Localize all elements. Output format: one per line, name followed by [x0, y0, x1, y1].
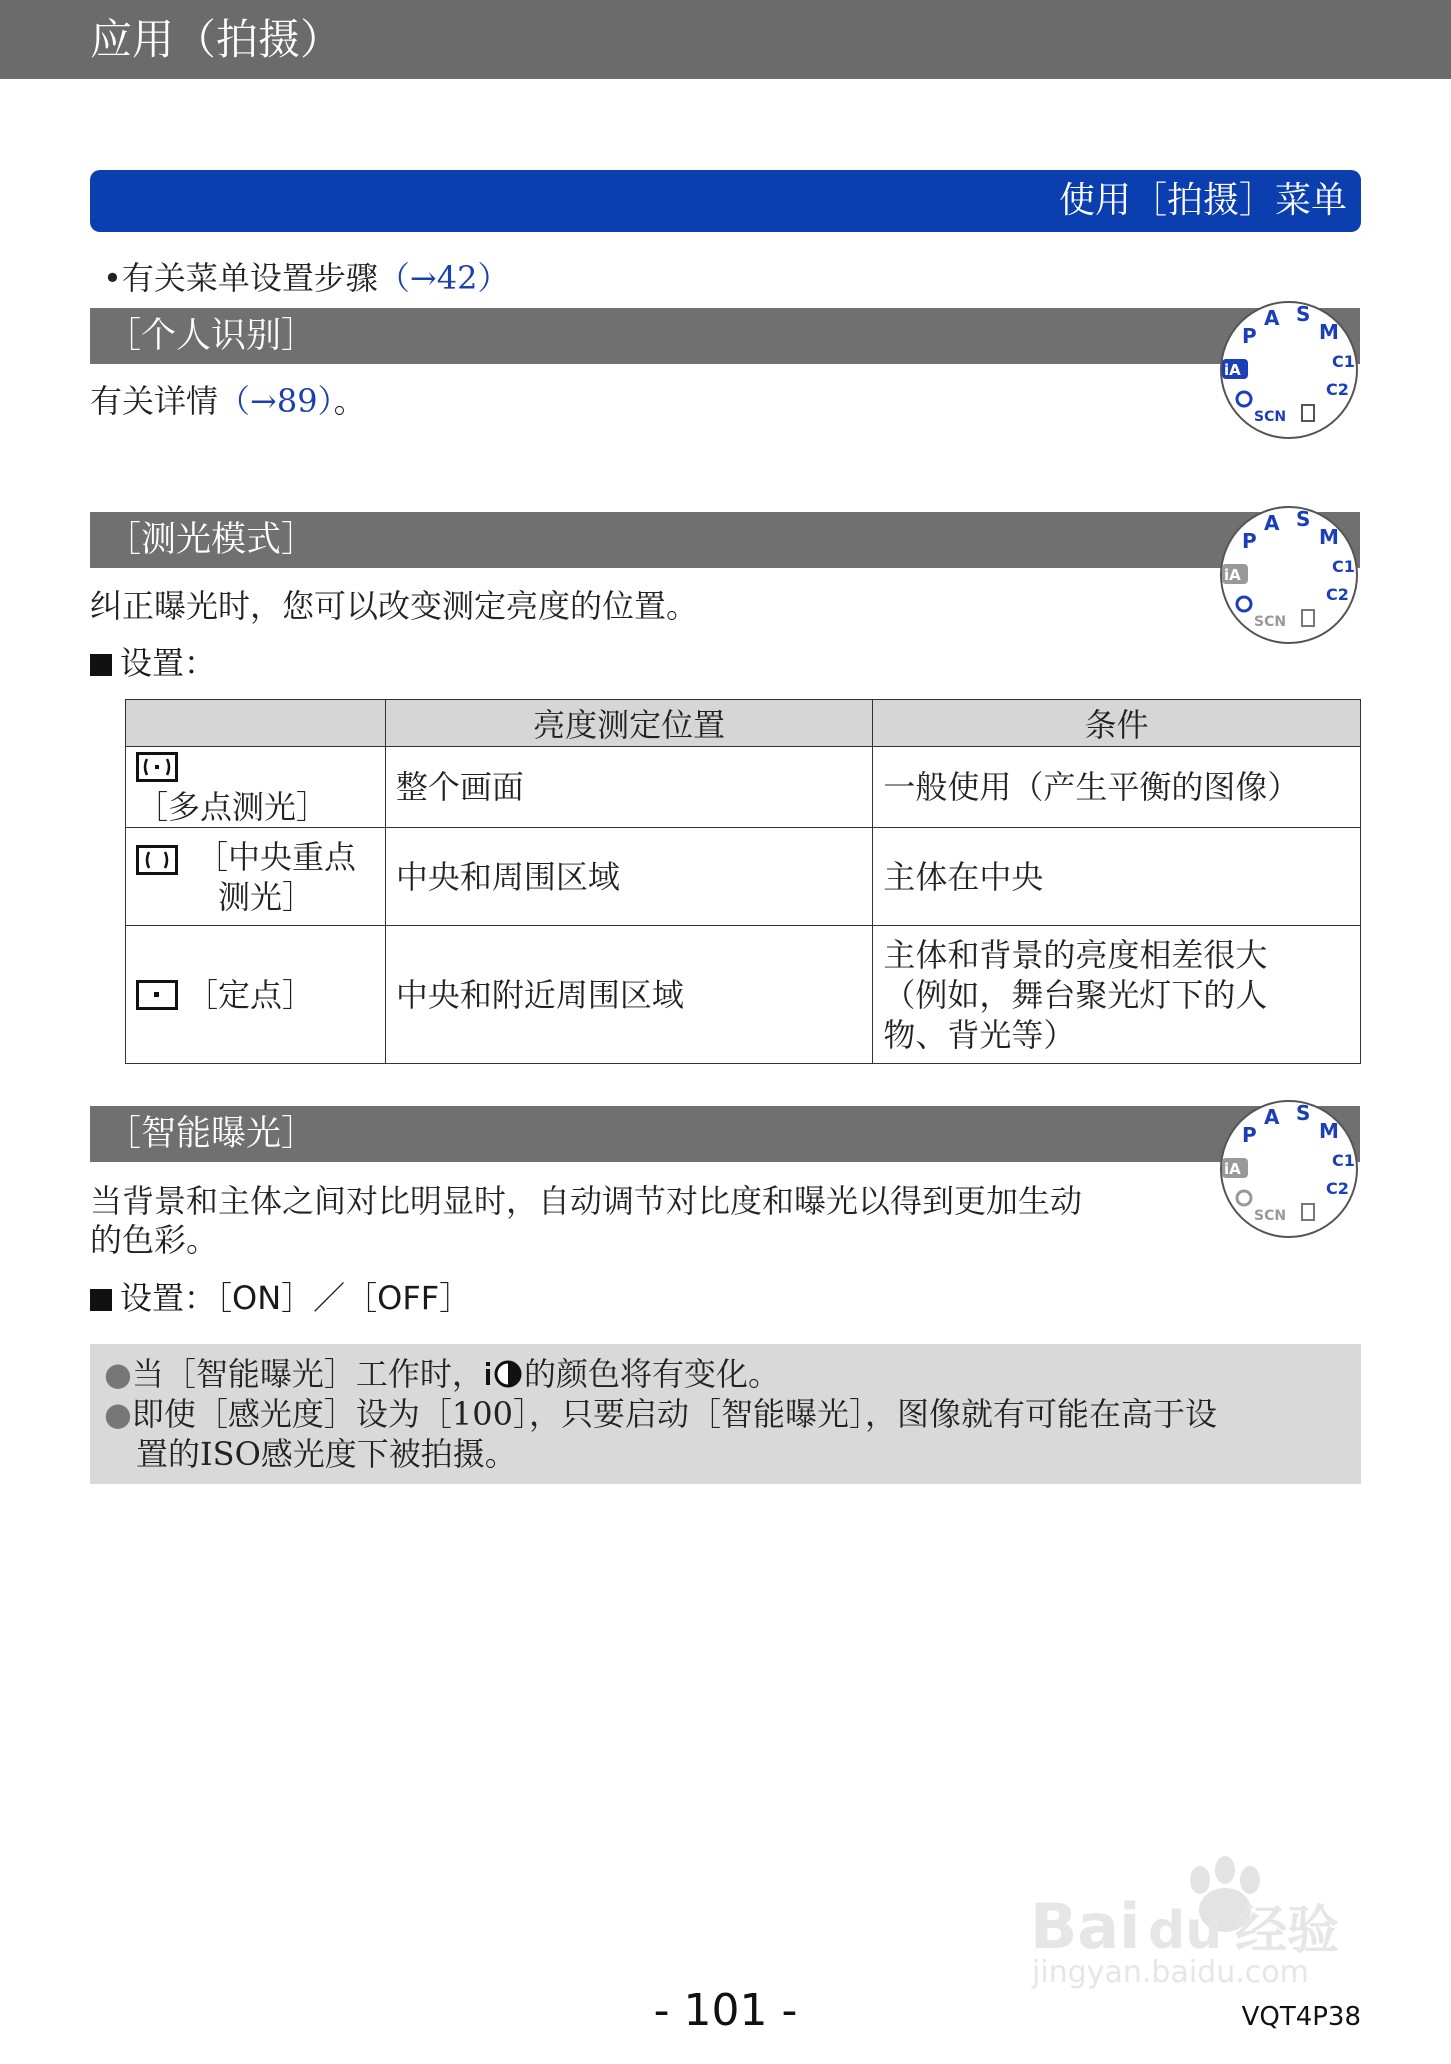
table-header-cell: 条件 — [873, 700, 1361, 747]
table-row — [126, 926, 1361, 1064]
svg-text:M: M — [1319, 1119, 1339, 1143]
table-header-cell — [126, 700, 386, 747]
dial-letter-scn: SCN — [1254, 409, 1287, 425]
svg-text:C1: C1 — [1332, 1151, 1355, 1170]
condition-line: （例如，舞台聚光灯下的人 — [883, 975, 1268, 1014]
svg-text:C2: C2 — [1326, 1179, 1349, 1198]
intro-text: 有关菜单设置步骤 — [121, 259, 378, 297]
intelligent-exposure-body-line2: 的色彩。 — [90, 1221, 219, 1259]
intro-link[interactable]: （→42） — [377, 259, 510, 297]
note-line — [104, 1394, 1217, 1434]
watermark-brand2: du — [1148, 1901, 1223, 1961]
intelligent-settings-value: ［ON］／［OFF］ — [216, 1279, 472, 1317]
dial-letter-p: P — [1242, 324, 1257, 348]
svg-text:P: P — [1242, 1123, 1257, 1147]
multi-metering-icon — [136, 752, 178, 782]
table-row — [126, 828, 1361, 926]
watermark-brand: Bai — [1030, 1890, 1141, 1963]
table-cell-mode — [126, 926, 386, 1064]
metering-mode-table — [125, 699, 1361, 1064]
metering-settings-text: 设置： — [120, 644, 217, 682]
svg-text:iA: iA — [1224, 1160, 1241, 1178]
intelligent-exposure-body-line1: 当背景和主体之间对比明显时，自动调节对比度和曝光以得到更加生动 — [90, 1182, 1083, 1220]
table-header-cell: 亮度测定位置 — [385, 700, 873, 747]
table-header-row — [126, 700, 1361, 747]
section-banner-label: 使用［拍摄］菜单 — [1058, 180, 1347, 221]
mode-label: ［多点测光］ — [136, 788, 329, 826]
svg-text:S: S — [1296, 1101, 1311, 1125]
mode-label: ［定点］ — [186, 975, 315, 1014]
page-title: 应用（拍摄） — [90, 15, 343, 64]
metering-mode-body: 纠正曝光时，您可以改变测定亮度的位置。 — [90, 587, 699, 625]
table-cell-mode — [126, 828, 386, 926]
section-banner — [90, 170, 1361, 232]
table-cell-condition — [873, 926, 1361, 1064]
svg-text:SCN: SCN — [1254, 614, 1287, 630]
face-recognition-text: 有关详情 — [90, 382, 219, 420]
dial-letter-ia: iA — [1224, 361, 1241, 379]
spot-metering-icon — [136, 980, 178, 1010]
bullet-icon: ● — [104, 1395, 132, 1433]
dial-letter-c1: C1 — [1332, 352, 1355, 371]
face-recognition-heading: ［个人识别］ — [106, 316, 317, 356]
note-line: 置的ISO感光度下被拍摄。 — [136, 1435, 517, 1473]
face-recognition-heading-bar — [90, 308, 1360, 364]
metering-mode-heading-bar — [90, 512, 1360, 568]
dial-letter-c2: C2 — [1326, 380, 1349, 399]
notes-box — [90, 1344, 1361, 1484]
table-cell-position: 整个画面 — [385, 747, 873, 828]
table-cell-mode — [126, 747, 386, 828]
note-text: 即使［感光度］设为［100］，只要启动［智能曝光］，图像就有可能在高于设 — [131, 1395, 1218, 1433]
table-cell-position: 中央和附近周围区域 — [385, 926, 873, 1064]
table-cell-condition: 一般使用（产生平衡的图像） — [873, 747, 1361, 828]
square-bullet-icon — [90, 1289, 112, 1311]
svg-text:C2: C2 — [1326, 585, 1349, 604]
watermark-url: jingyan.baidu.com — [1032, 1955, 1309, 1990]
face-recognition-body — [90, 381, 366, 421]
bullet-icon: ● — [104, 1355, 132, 1393]
mode-label-line1: ［中央重点 — [196, 837, 357, 876]
intelligent-exposure-heading-bar — [90, 1106, 1360, 1162]
page-number: - 101 - — [653, 1985, 798, 2036]
center-weighted-icon — [136, 845, 178, 875]
note-text: 的颜色将有变化。 — [523, 1355, 780, 1393]
mode-dial-icon — [1214, 1094, 1364, 1244]
svg-text:P: P — [1242, 529, 1257, 553]
svg-text:M: M — [1319, 525, 1339, 549]
note-text: 当［智能曝光］工作时， — [131, 1355, 484, 1393]
note-line — [104, 1354, 780, 1394]
dial-letter-s: S — [1296, 302, 1311, 326]
condition-line: 主体和背景的亮度相差很大 — [883, 935, 1268, 974]
intelligent-exposure-heading: ［智能曝光］ — [106, 1114, 317, 1154]
table-cell-condition: 主体在中央 — [873, 828, 1361, 926]
intelligent-exposure-icon — [484, 1358, 524, 1388]
dial-letter-m: M — [1319, 320, 1339, 344]
table-cell-position: 中央和周围区域 — [385, 828, 873, 926]
condition-line: 物、背光等） — [883, 1015, 1076, 1054]
face-recognition-link[interactable]: （→89） — [218, 382, 334, 420]
svg-text:A: A — [1264, 511, 1280, 535]
svg-text:S: S — [1296, 507, 1311, 531]
mode-dial-icon — [1214, 500, 1364, 650]
square-bullet-icon — [90, 654, 112, 676]
svg-text:SCN: SCN — [1254, 1208, 1287, 1224]
bullet: • — [103, 259, 122, 297]
intelligent-settings-label — [90, 1278, 471, 1318]
mode-dial-icon — [1214, 295, 1364, 445]
intelligent-settings-text: 设置： — [120, 1279, 217, 1317]
header-bar — [0, 0, 1451, 79]
face-recognition-end: 。 — [333, 382, 366, 420]
dial-letter-a: A — [1264, 306, 1280, 330]
metering-settings-label — [90, 643, 216, 683]
svg-text:A: A — [1264, 1105, 1280, 1129]
baidu-watermark-logo — [1030, 1850, 1360, 1990]
intro-line — [103, 258, 509, 298]
svg-text:C1: C1 — [1332, 557, 1355, 576]
watermark-brand-cn: 经验 — [1235, 1901, 1340, 1961]
svg-text:iA: iA — [1224, 566, 1241, 584]
metering-mode-heading: ［测光模式］ — [106, 520, 317, 560]
table-row — [126, 747, 1361, 828]
mode-label-line2: 测光］ — [218, 877, 315, 916]
document-code: VQT4P38 — [1241, 2002, 1361, 2032]
